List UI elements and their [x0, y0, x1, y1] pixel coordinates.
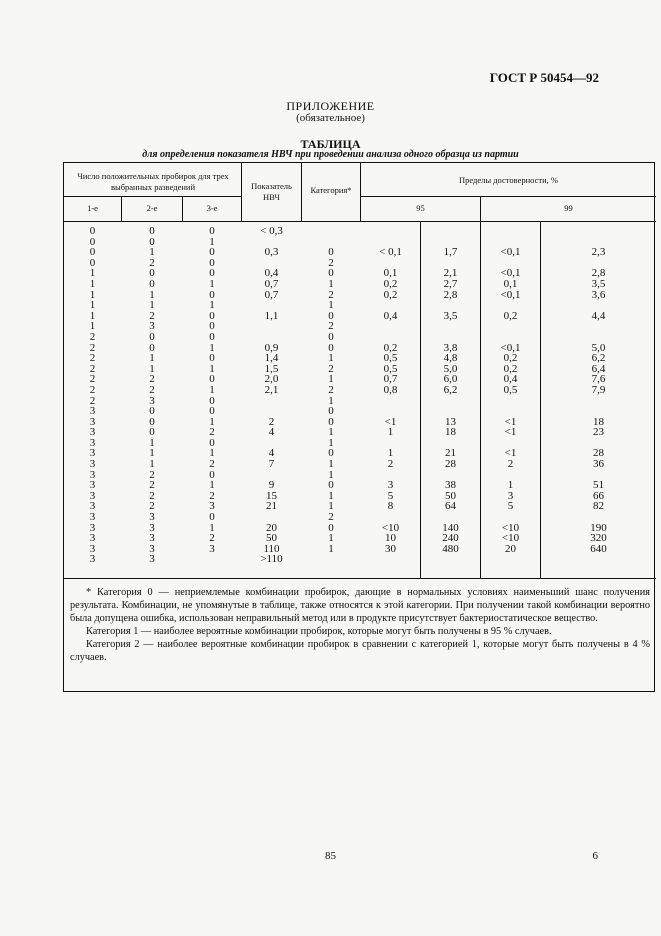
- column-dilution-2: 0 0 1 2 0 0 1 1 2 3 0 0 1 1 2 2 3 0 0 0 1 1 1 2 2 2 2 3 3 3 3 3: [149, 225, 155, 566]
- header-dilution-1: 1-е: [87, 203, 98, 213]
- sheet-number: 6: [592, 850, 598, 862]
- header-mpn: Показатель НВЧ: [251, 181, 292, 202]
- column-99-upper: 2,3 2,8 3,5 3,6 4,4 5,0 6,2 6,4 7,6 7,9 18 23 28 36 51 66 82 190 320 640: [590, 246, 607, 555]
- header-dilution-2: 2-е: [146, 203, 158, 213]
- standard-number: ГОСТ Р 50454—92: [489, 70, 599, 85]
- header-category: Категория*: [310, 185, 352, 195]
- grid-line: [360, 196, 656, 197]
- footnote-category-1: Категория 1 — наиболее вероятные комбинации пробирок, которые могут быть получены в 95 % случаев.: [86, 626, 552, 637]
- header-95: 95: [416, 203, 425, 213]
- grid-line: [64, 196, 241, 197]
- grid-line: [241, 163, 242, 221]
- column-95-upper: 1,7 2,1 2,7 2,8 3,5 3,8 4,8 5,0 6,0 6,2 13 18 21 28 38 50 64 140 240 480: [442, 246, 459, 555]
- page-number: 85: [325, 850, 336, 862]
- header-positive-tubes: Число положительных пробирок для трех выбранных разведений: [77, 171, 229, 192]
- header-99: 99: [564, 203, 573, 213]
- column-95-lower: < 0,1 0,1 0,2 0,2 0,4 0,2 0,5 0,5 0,7 0,8 <1 1 1 2 3 5 8 <10 10 30: [379, 246, 402, 555]
- appendix-title: ПРИЛОЖЕНИЕ: [286, 99, 375, 113]
- grid-line: [64, 578, 656, 579]
- column-mpn: < 0,3 0,3 0,4 0,7 0,7 1,1 0,9 1,4 1,5 2,0 2,1 2 4 4 7 9 15 21 20 50 110 >110: [260, 225, 283, 566]
- column-dilution-3: 0 1 0 0 0 1 0 1 0 0 0 1 0 1 0 1 0 0 1 2 0 1 2 0 1 2 3 0 1 2 3: [209, 225, 215, 555]
- appendix-subtitle: (обязательное): [296, 112, 365, 124]
- footnote-category-0: * Категория 0 — неприемлемые комбинации пробирок, дающие в нормальных условиях наименьший шанс получения результата. Комбинации, не упомянутые в таблице, также относятся к этой категории. При получении такой комбинации вероятно была допущена ошибка, использован неправильный метод или в продукте присутствует бактериостатическое вещество.: [70, 587, 650, 624]
- column-dilution-1: 0 0 0 0 1 1 1 1 1 1 2 2 2 2 2 2 2 3 3 3 3 3 3 3 3 3 3 3 3 3 3 3: [89, 225, 96, 566]
- column-99-lower: <0,1 <0,1 0,1 <0,1 0,2 <0,1 0,2 0,2 0,4 0,5 <1 <1 <1 2 1 3 5 <10 <10 20: [500, 246, 521, 555]
- header-confidence-limits: Пределы достоверности, %: [459, 175, 558, 185]
- header-dilution-3: 3-е: [206, 203, 218, 213]
- table-footnote: [70, 586, 650, 664]
- footnote-category-2: Категория 2 — наиболее вероятные комбинации пробирок в сравнении с категорией 1, которые могут быть получены в 4 % случаев.: [70, 639, 650, 663]
- table-subtitle: для определения показателя НВЧ при проведении анализа одного образца из партии: [142, 149, 519, 160]
- grid-line: [64, 221, 656, 222]
- column-category: 0 2 0 1 2 1 0 2 0 0 1 2 1 2 1 0 0 1 1 0 1 1 0 1 1 2 0 1 1: [328, 246, 334, 555]
- table-title: ТАБЛИЦА: [300, 137, 361, 151]
